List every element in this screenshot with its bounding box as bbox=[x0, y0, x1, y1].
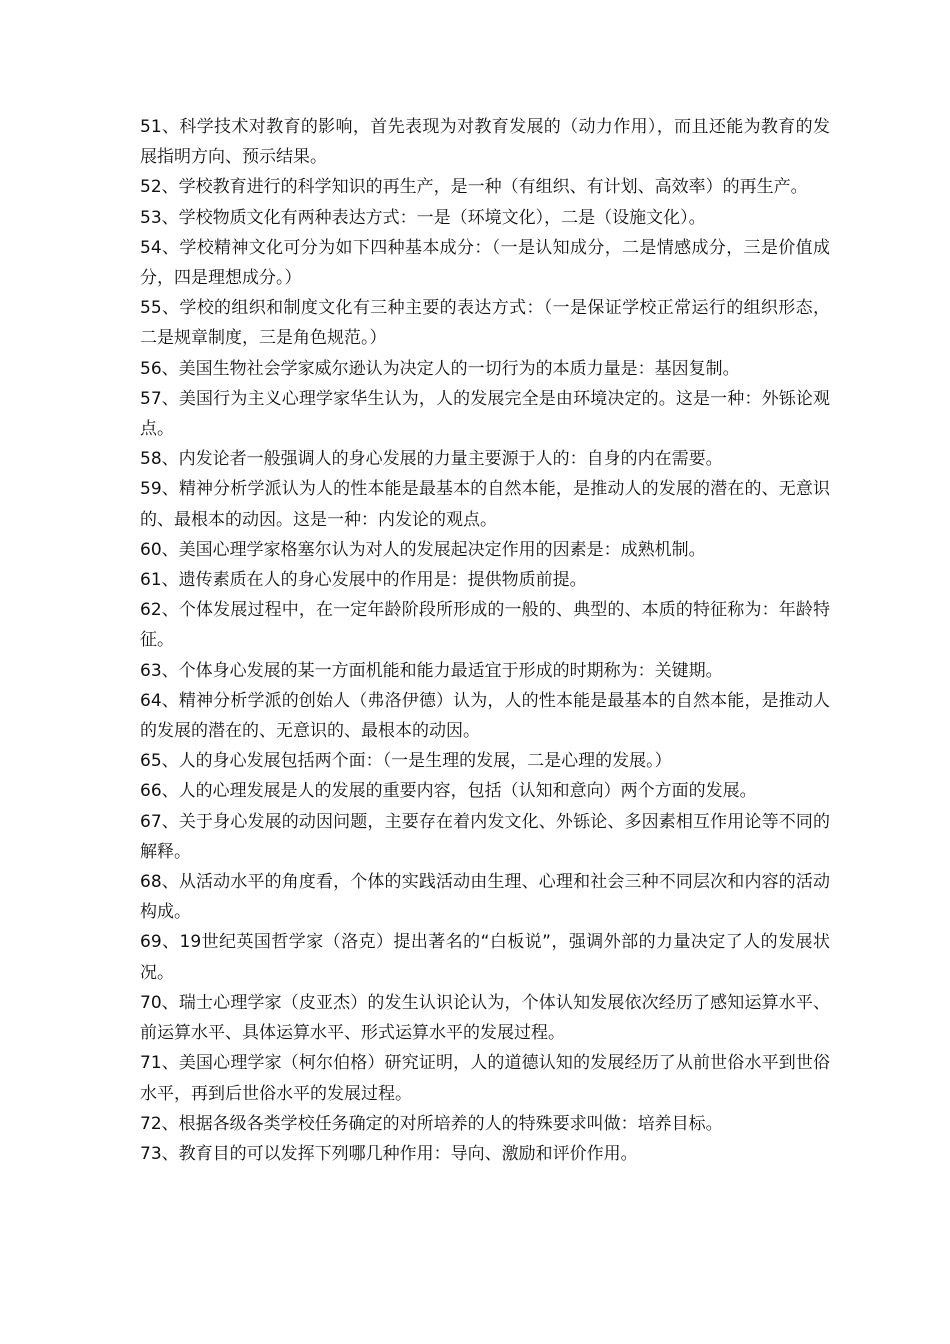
question-item-61: 61、遗传素质在人的身心发展中的作用是：提供物质前提。 bbox=[140, 570, 587, 591]
question-item-70: 70、瑞士心理学家（皮亚杰）的发生认识论认为，个体认知发展依次经历了感知运算水平、前运算水平、具体运算水平、形式运算水平的发展过程。 bbox=[140, 992, 830, 1044]
question-item-73: 73、教育目的可以发挥下列哪几种作用：导向、激励和评价作用。 bbox=[140, 1143, 638, 1164]
question-item-59: 59、精神分析学派认为人的性本能是最基本的自然本能，是推动人的发展的潜在的、无意识的、最根本的动因。这是一种：内发论的观点。 bbox=[140, 479, 830, 530]
question-item-66: 66、人的心理发展是人的发展的重要内容，包括（认知和意向）两个方面的发展。 bbox=[140, 781, 757, 802]
question-item-56: 56、美国生物社会学家威尔逊认为决定人的一切行为的本质力量是：基因复制。 bbox=[140, 358, 740, 379]
question-item-58: 58、内发论者一般强调人的身心发展的力量主要源于人的：自身的内在需要。 bbox=[140, 449, 723, 470]
question-item-60: 60、美国心理学家格塞尔认为对人的发展起决定作用的因素是：成熟机制。 bbox=[140, 539, 706, 560]
question-item-69: 69、19世纪英国哲学家（洛克）提出著名的“白板说”，强调外部的力量决定了人的发展状况。 bbox=[140, 932, 830, 983]
question-item-55: 55、学校的组织和制度文化有三种主要的表达方式：（一是保证学校正常运行的组织形态，二是规章制度，三是角色规范。） bbox=[140, 298, 830, 349]
question-item-68: 68、从活动水平的角度看，个体的实践活动由生理、心理和社会三种不同层次和内容的活动构成。 bbox=[140, 872, 830, 923]
question-item-54: 54、学校精神文化可分为如下四种基本成分：（一是认知成分，二是情感成分，三是价值成分，四是理想成分。） bbox=[140, 237, 830, 289]
question-item-51: 51、科学技术对教育的影响，首先表现为对教育发展的（动力作用），而且还能为教育的发展指明方向、预示结果。 bbox=[140, 117, 830, 168]
question-item-53: 53、学校物质文化有两种表达方式：一是（环境文化），二是（设施文化）。 bbox=[140, 207, 706, 228]
question-item-67: 67、关于身心发展的动因问题，主要存在着内发文化、外铄论、多因素相互作用论等不同的解释。 bbox=[140, 811, 830, 862]
question-item-72: 72、根据各级各类学校任务确定的对所培养的人的特殊要求叫做：培养目标。 bbox=[140, 1113, 723, 1134]
question-item-52: 52、学校教育进行的科学知识的再生产，是一种（有组织、有计划、高效率）的再生产。 bbox=[140, 177, 808, 198]
question-item-71: 71、美国心理学家（柯尔伯格）研究证明，人的道德认知的发展经历了从前世俗水平到世俗水平，再到后世俗水平的发展过程。 bbox=[140, 1053, 830, 1104]
question-item-63: 63、个体身心发展的某一方面机能和能力最适宜于形成的时期称为：关键期。 bbox=[140, 660, 723, 681]
document-page bbox=[140, 112, 830, 1169]
question-item-62: 62、个体发展过程中，在一定年龄阶段所形成的一般的、典型的、本质的特征称为：年龄特征。 bbox=[140, 600, 830, 651]
question-item-57: 57、美国行为主义心理学家华生认为，人的发展完全是由环境决定的。这是一种：外铄论观点。 bbox=[140, 388, 830, 440]
question-item-65: 65、人的身心发展包括两个面：（一是生理的发展，二是心理的发展。） bbox=[140, 751, 672, 772]
question-item-64: 64、精神分析学派的创始人（弗洛伊德）认为，人的性本能是最基本的自然本能，是推动人的发展的潜在的、无意识的、最根本的动因。 bbox=[140, 690, 830, 742]
